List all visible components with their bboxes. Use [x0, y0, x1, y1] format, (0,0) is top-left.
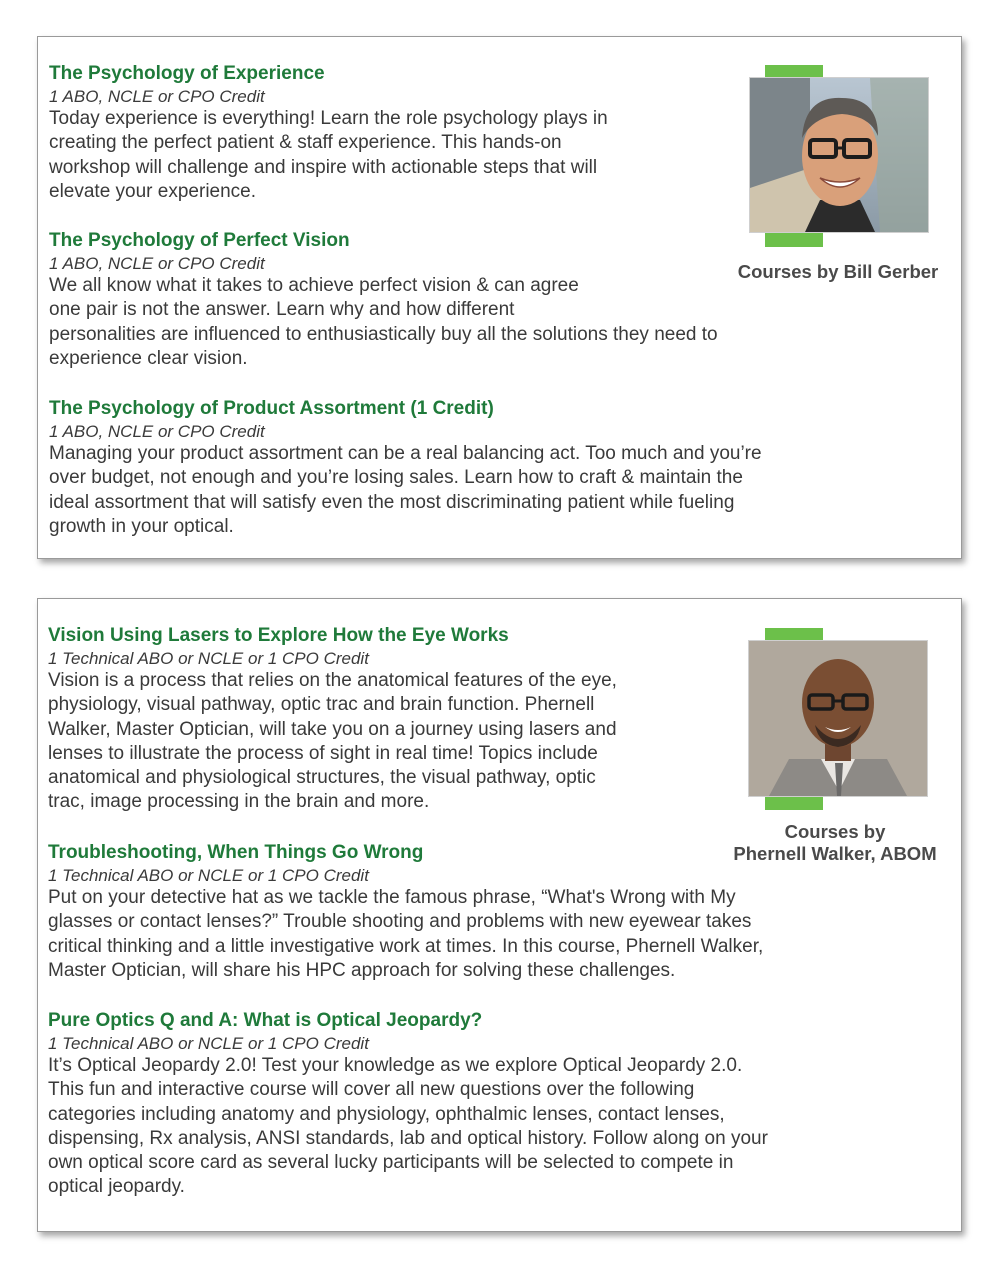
course-description: Put on your detective hat as we tackle the famous phrase, “What's Wrong with My glasses or contact lenses?” Trouble shooting and problems with new eyewear takes critical thinking and a little investigative work at times. In this course, Phernell Walker, Master Optician, will share his HPC approach for solving these challenges.	[48, 887, 764, 981]
course-title: Vision Using Lasers to Explore How the Eye Works	[48, 625, 509, 646]
course-psychology-of-product-assortment	[49, 397, 762, 539]
course-description: We all know what it takes to achieve perfect vision & can agree one pair is not the answer. Learn why and how different personalities are influenced to enthusiastically buy all the solutions they need to experience clear vision.	[49, 275, 718, 369]
presenter-photo-bill-gerber	[749, 77, 929, 233]
presenter-label: Courses by Phernell Walker, ABOM	[733, 821, 937, 864]
course-card-bill-gerber	[37, 36, 962, 559]
course-credit: 1 Technical ABO or NCLE or 1 CPO Credit	[48, 649, 369, 668]
presenter-photo-phernell-walker	[748, 640, 928, 797]
course-description: Managing your product assortment can be a real balancing act. Too much and you’re over budget, not enough and you’re losing sales. Learn how to craft & maintain the ideal assortment that will satisfy even the most discriminating patient while fueling growth in your optical.	[49, 443, 762, 537]
course-description: Today experience is everything! Learn the role psychology plays in creating the perfect patient & staff experience. This hands-on workshop will challenge and inspire with actionable steps that will elevate your experience.	[49, 108, 608, 202]
headshot-image	[750, 78, 928, 232]
course-psychology-of-perfect-vision	[49, 229, 718, 371]
presenter-label: Courses by Bill Gerber	[737, 261, 939, 282]
course-title: Troubleshooting, When Things Go Wrong	[48, 842, 424, 863]
course-credit: 1 Technical ABO or NCLE or 1 CPO Credit	[48, 866, 369, 885]
course-title: The Psychology of Product Assortment (1 Credit)	[49, 398, 494, 419]
course-title: The Psychology of Perfect Vision	[49, 230, 350, 251]
course-card-phernell-walker	[37, 598, 962, 1232]
course-description: It’s Optical Jeopardy 2.0! Test your knowledge as we explore Optical Jeopardy 2.0. This fun and interactive course will cover all new questions over the following categories including anatomy and physiology, ophthalmic lenses, contact lenses, dispensing, Rx analysis, ANSI standards, lab and optical history. Follow along on your own optical score card as several lucky participants will be selected to compete in optical jeopardy.	[48, 1055, 768, 1198]
course-credit: 1 ABO, NCLE or CPO Credit	[49, 422, 265, 441]
course-psychology-of-experience	[49, 62, 608, 204]
course-credit: 1 ABO, NCLE or CPO Credit	[49, 87, 265, 106]
course-description: Vision is a process that relies on the anatomical features of the eye, physiology, visual pathway, optic trac and brain function. Phernell Walker, Master Optician, will take you on a journey using lasers and lenses to illustrate the process of sight in real time! Topics include anatomical and physiological structures, the visual pathway, optic trac, image processing in the brain and more.	[48, 670, 617, 813]
course-vision-using-lasers	[48, 624, 617, 815]
course-title: Pure Optics Q and A: What is Optical Jeopardy?	[48, 1010, 483, 1031]
headshot-image	[749, 641, 927, 796]
course-title: The Psychology of Experience	[49, 63, 325, 84]
course-troubleshooting	[48, 841, 763, 983]
course-pure-optics-q-and-a	[48, 1009, 768, 1200]
course-credit: 1 ABO, NCLE or CPO Credit	[49, 254, 265, 273]
course-credit: 1 Technical ABO or NCLE or 1 CPO Credit	[48, 1034, 369, 1053]
